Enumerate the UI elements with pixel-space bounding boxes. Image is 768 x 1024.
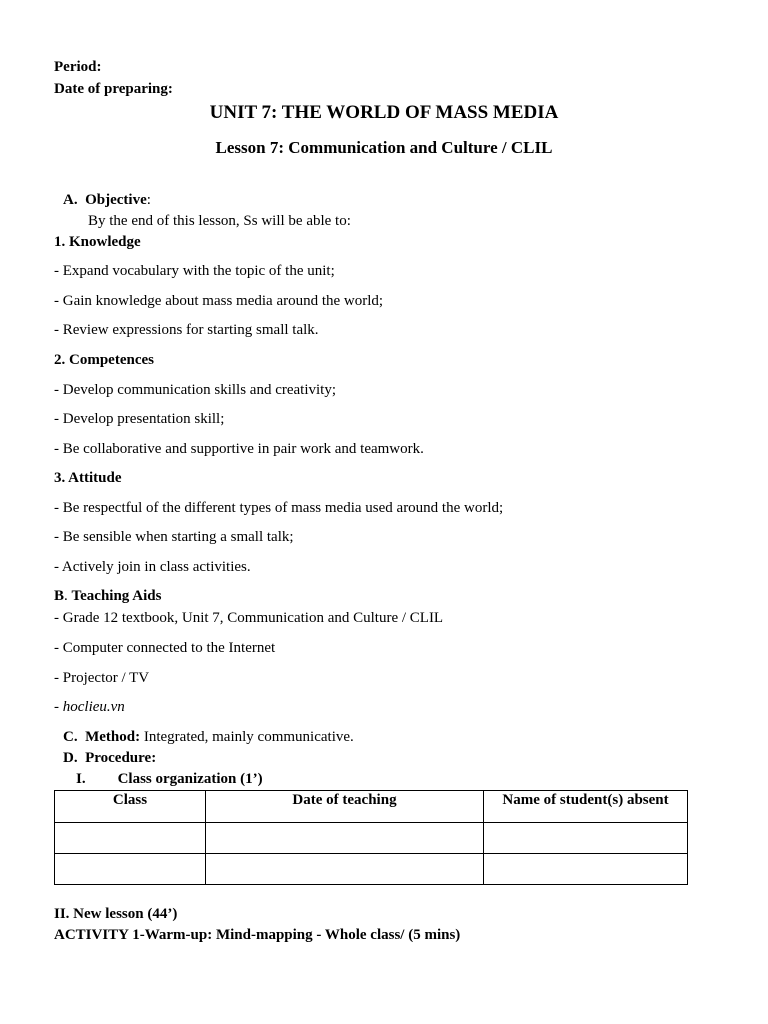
- table-header-class: Class: [55, 791, 206, 823]
- class-organization-table: [54, 790, 688, 885]
- attitude-item: - Actively join in class activities.: [54, 559, 251, 575]
- teaching-aids-item: - Grade 12 textbook, Unit 7, Communication and Culture / CLIL: [54, 610, 444, 626]
- teaching-aids-item: - Computer connected to the Internet: [54, 640, 276, 656]
- activity-heading: ACTIVITY 1-Warm-up: Mind-mapping - Whole class/ (5 mins): [54, 927, 461, 943]
- objective-label: Objective: [85, 192, 147, 208]
- table-cell[interactable]: [206, 854, 484, 885]
- table-cell[interactable]: [484, 823, 688, 854]
- teaching-aids-heading: [54, 587, 161, 605]
- knowledge-item: - Expand vocabulary with the topic of the unit;: [54, 263, 335, 279]
- table-header-absent: Name of student(s) absent: [484, 791, 688, 823]
- teaching-aids-label: Teaching Aids: [71, 588, 162, 604]
- period-label: Period:: [54, 59, 102, 75]
- teaching-aids-dot: .: [64, 588, 72, 604]
- table-cell[interactable]: [206, 823, 484, 854]
- table-row: [55, 823, 688, 854]
- teaching-aids-link-dash: -: [54, 699, 63, 715]
- table-cell[interactable]: [55, 854, 206, 885]
- teaching-aids-marker: B: [54, 588, 65, 604]
- knowledge-item: - Review expressions for starting small talk.: [54, 322, 319, 338]
- competences-item: - Develop presentation skill;: [54, 411, 225, 427]
- table-row: [55, 854, 688, 885]
- new-lesson-heading: II. New lesson (44’): [54, 906, 178, 922]
- attitude-item: - Be sensible when starting a small talk;: [54, 529, 294, 545]
- unit-title: UNIT 7: THE WORLD OF MASS MEDIA: [209, 102, 559, 123]
- class-organization-step: [76, 770, 263, 788]
- method-line: [63, 728, 354, 746]
- procedure-label: Procedure:: [85, 750, 157, 766]
- date-of-preparing-label: Date of preparing:: [54, 81, 173, 97]
- lesson-title: Lesson 7: Communication and Culture / CLIL: [215, 138, 553, 157]
- teaching-aids-link-item: [54, 698, 125, 716]
- competences-heading: 2. Competences: [54, 352, 154, 368]
- method-marker: C.: [63, 729, 78, 745]
- attitude-heading: 3. Attitude: [54, 470, 122, 486]
- procedure-marker: D.: [63, 750, 78, 766]
- competences-item: - Develop communication skills and creativity;: [54, 382, 337, 398]
- table-header-row: [55, 791, 688, 823]
- objective-heading: [63, 191, 151, 209]
- table-cell[interactable]: [484, 854, 688, 885]
- knowledge-heading: 1. Knowledge: [54, 234, 141, 250]
- attitude-item: - Be respectful of the different types of mass media used around the world;: [54, 500, 504, 516]
- objective-intro: By the end of this lesson, Ss will be able to:: [88, 213, 351, 229]
- competences-item: - Be collaborative and supportive in pair work and teamwork.: [54, 441, 424, 457]
- method-text: Integrated, mainly communicative.: [140, 729, 354, 745]
- procedure-line: [63, 749, 156, 767]
- step-label: Class organization (1’): [117, 771, 263, 787]
- knowledge-item: - Gain knowledge about mass media around the world;: [54, 293, 384, 309]
- teaching-aids-item: - Projector / TV: [54, 670, 150, 686]
- method-label: Method:: [85, 729, 141, 745]
- table-cell[interactable]: [55, 823, 206, 854]
- step-marker: I.: [76, 771, 86, 787]
- table-header-date: Date of teaching: [206, 791, 484, 823]
- objective-marker: A.: [63, 192, 78, 208]
- hoclieu-link[interactable]: hoclieu.vn: [62, 699, 125, 715]
- objective-colon: :: [146, 192, 151, 208]
